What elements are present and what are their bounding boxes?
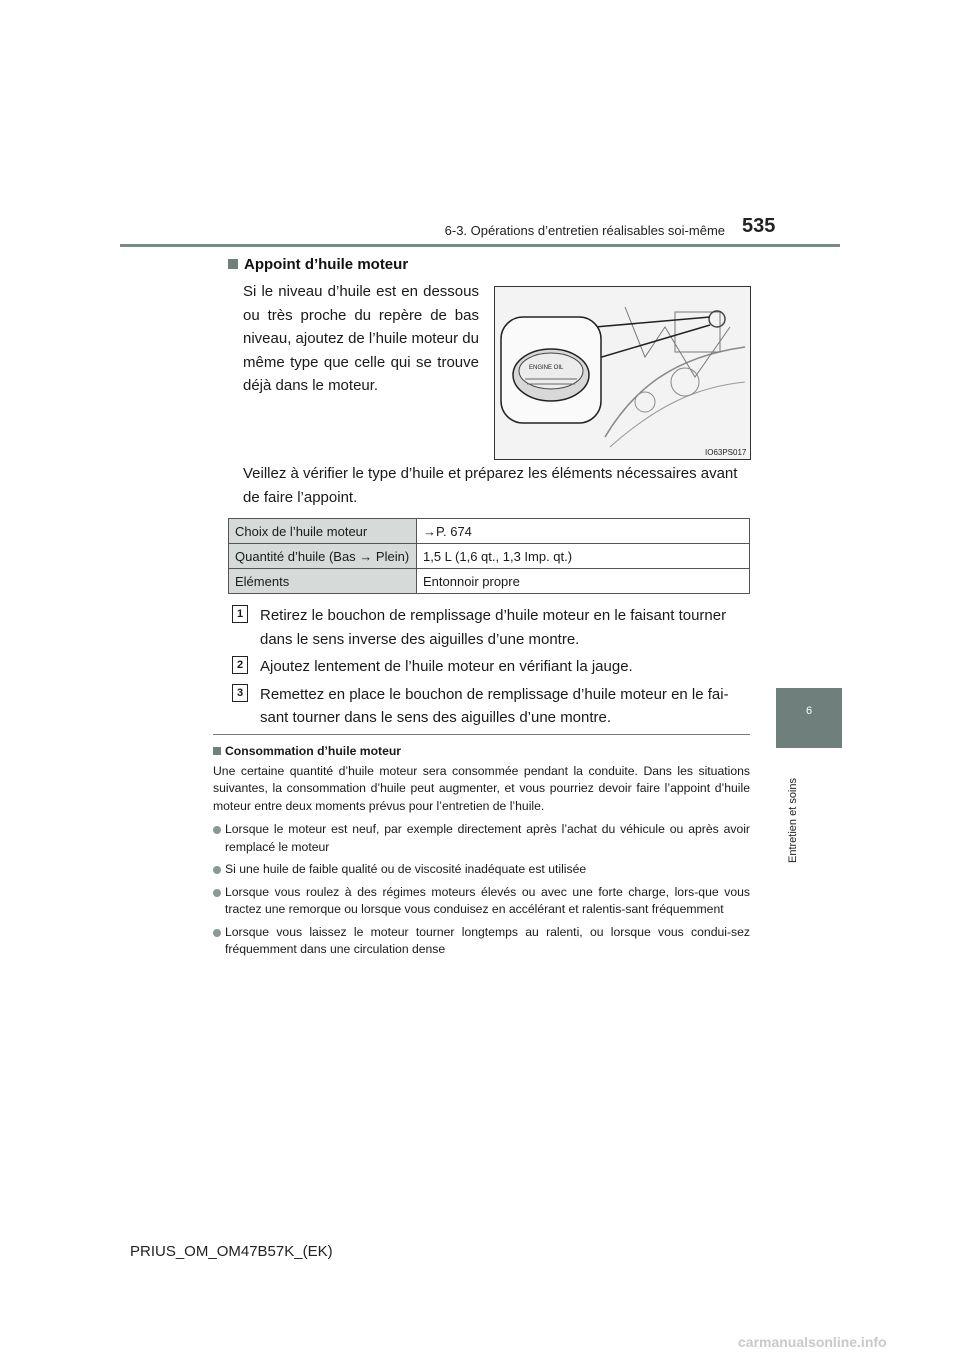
bullet-text: Lorsque vous roulez à des régimes moteurs élevés ou avec une forte charge, lors-que vous tractez une remorque ou lorsque vous conduisez en accélérant et ralentis-sant fréquemment xyxy=(225,884,750,916)
bullet-dot-icon xyxy=(213,826,221,834)
notes-intro: Une certaine quantité d’huile moteur sera consommée pendant la conduite. Dans les situations suivantes, la consommation d’huile peut augmenter, et vous pourriez devoir faire l’appoint d’huile moteur entre deux moments prévus pour l’entretien de l’huile. xyxy=(213,763,750,813)
step-text: Retirez le bouchon de remplissage d’huile moteur en le faisant tourner dans le sens inverse des aiguilles d’une montre. xyxy=(260,607,727,648)
notes-heading xyxy=(213,743,750,761)
cap-label-text: ENGINE OIL xyxy=(529,365,564,371)
section-heading-text: Appoint d’huile moteur xyxy=(244,256,409,273)
table-label: Quantité d’huile (Bas → Plein) xyxy=(229,544,417,569)
square-bullet-icon xyxy=(228,259,238,269)
step-3 xyxy=(232,683,750,730)
section-heading xyxy=(228,256,408,273)
chapter-side-title xyxy=(778,755,808,895)
intro-paragraph: Si le niveau d’huile est en dessous ou très proche du repère de bas niveau, ajoutez de l’huile moteur du même type que celle qui se trouve déjà dans le moteur. xyxy=(243,283,479,394)
step-number-badge: 2 xyxy=(232,656,248,674)
step-1 xyxy=(232,604,750,651)
check-paragraph: Veillez à vérifier le type d’huile et préparez les éléments nécessaires avant de faire l’appoint. xyxy=(243,465,738,506)
figure-code: IO63PS017 xyxy=(705,448,747,457)
watermark: carmanualsonline.info xyxy=(738,1334,887,1350)
table-value: Entonnoir propre xyxy=(417,569,750,594)
oil-spec-table xyxy=(228,518,750,594)
chapter-tab: 6 xyxy=(776,688,842,748)
step-2 xyxy=(232,655,750,679)
bullet-text: Si une huile de faible qualité ou de viscosité inadéquate est utilisée xyxy=(225,862,587,876)
bullet-text: Lorsque le moteur est neuf, par exemple directement après l’achat du véhicule ou après avoir remplacé le moteur xyxy=(225,822,750,854)
list-item xyxy=(213,821,750,856)
bullet-dot-icon xyxy=(213,866,221,874)
step-text: Ajoutez lentement de l’huile moteur en vérifiant la jauge. xyxy=(260,658,633,675)
list-item xyxy=(213,924,750,959)
list-item xyxy=(213,884,750,919)
bullet-text: Lorsque vous laissez le moteur tourner longtemps au ralenti, ou lorsque vous condui-sez fréquemment dans une circulation dense xyxy=(225,924,750,956)
bullet-dot-icon xyxy=(213,929,221,937)
document-code: PRIUS_OM_OM47B57K_(EK) xyxy=(130,1243,333,1260)
table-label: Choix de l’huile moteur xyxy=(229,519,417,544)
square-bullet-icon xyxy=(213,747,221,755)
step-text: Remettez en place le bouchon de remplissage d’huile moteur en le fai-sant tourner dans le sens des aiguilles d’une montre. xyxy=(260,685,729,726)
table-label: Eléments xyxy=(229,569,417,594)
bullet-dot-icon xyxy=(213,889,221,897)
header-divider xyxy=(120,244,840,247)
table-row xyxy=(229,544,750,569)
notes-divider xyxy=(213,734,750,735)
list-item xyxy=(213,861,750,879)
notes-heading-text: Consommation d’huile moteur xyxy=(225,744,402,758)
notes-section xyxy=(213,743,750,964)
procedure-steps xyxy=(232,604,750,734)
chapter-side-title-text: Entretien et soins xyxy=(787,778,799,863)
header-section-title: 6-3. Opérations d’entretien réalisables soi-même xyxy=(444,223,725,238)
table-row xyxy=(229,519,750,544)
table-row xyxy=(229,569,750,594)
table-value: 1,5 L (1,6 qt., 1,3 Imp. qt.) xyxy=(417,544,750,569)
step-number-badge: 3 xyxy=(232,684,248,702)
engine-oil-cap-illustration xyxy=(494,286,751,460)
page-number: 535 xyxy=(742,215,776,237)
table-value: →P. 674 xyxy=(417,519,750,544)
step-number-badge: 1 xyxy=(232,605,248,623)
